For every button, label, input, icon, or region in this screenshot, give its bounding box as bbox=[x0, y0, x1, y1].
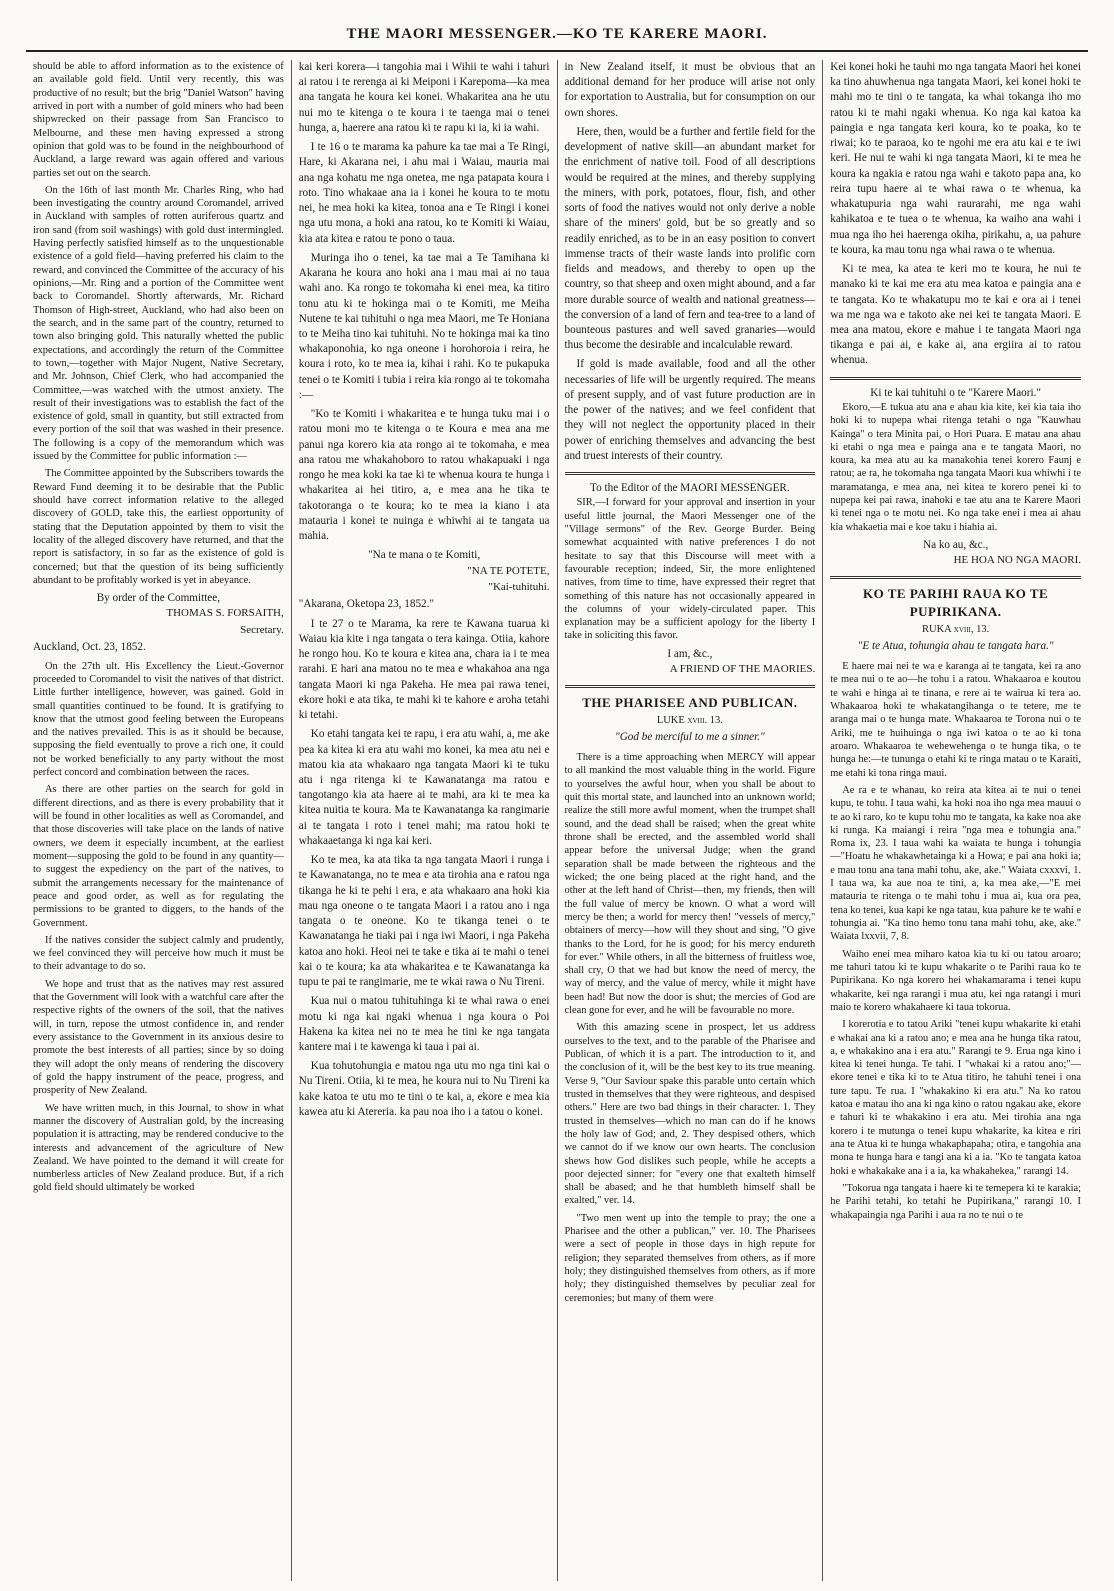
letter-signature: HE HOA NO NGA MAORI. bbox=[953, 554, 1081, 567]
signer-name: THOMAS S. FORSAITH, bbox=[166, 607, 284, 620]
column-3 bbox=[557, 60, 823, 1581]
article-paragraph: On the 27th ult. His Excellency the Lieut.-Governor proceeded to Coromandel to visit the natives of that district. Little further intelligence, however, was gained. Gold in small quantities continued to be found. It is gratifying to know that the utmost good feeling between the Europeans and the natives prevailed. This is as it should be because, supposing the field eventually to prove a rich one, it could not be worked beneficially to any party without the most perfect concord and combination between the races. bbox=[33, 660, 284, 779]
notice-signer-title: "Kai-tuhituhi. bbox=[488, 581, 550, 594]
sermon-paragraph: With this amazing scene in prospect, let us address ourselves to the text, and to the parable of the Pharisee and Publican, of which it is a part. The introduction to it, and the conclusion of it, will be the best key to its true meaning. Verse 9, "Our Saviour spake this parable unto certain which trusted in themselves that they were righteous, and despised others." Here are two bad things in their character. 1. They trusted in themselves—which no man can do if he knows the holy law of God; and, 2. They despised others, which we cannot do if we know our own hearts. The conclusion shews how God dislikes such people, while he accepts a poor dejected sinner: for "every one that exalteth himself shall be abased; and he that humbleth himself shall be exalted," ver. 14. bbox=[564, 1022, 816, 1207]
article-paragraph: If the natives consider the subject calmly and prudently, we feel convinced they will perceive how much it must be to their advantage to do so. bbox=[33, 934, 284, 973]
article-paragraph: I te 27 o te Marama, ka rere te Kawana tuarua ki Waiau kia kite i nga tangata o tera kainga. Otiia, kahore he rongo hou. Ko te koura e kitea ana, chara ia i te mea rarahi. E hari ana matou no te mea e whakahoa ana nga tangata Maori ki nga Pakeha. He mea pai rawa tenei, ekore hoki e ata tika, te mahi ki te kahore e aroha tetahi ki tetahi. bbox=[298, 617, 550, 722]
article-paragraph: If gold is made available, food and all the other necessaries of life will be urgently required. The means of present supply, and of vast future production are in the power of the natives; and we feel confident that they will not neglect the opportunity placed in their power of enriching themselves and advancing the best and truest interests of their country. bbox=[564, 358, 816, 462]
sermon-paragraph: I korerotia e to tatou Ariki "tenei kupu whakarite ki etahi e whakai ana ki a ratou ano; e mea ana he hunga tika ratou, a, e whakakino ana i era atu." Rarangi te 9. Erua nga kino i kitea ki tenei hunga. Te tahi. I "whakai ki a ratou ano;"—ekore tenei e tika ki to te Atua titiro, he tahuhi tenei i ona ture tapu. Te rua. I "whakakino ki era atu." Na ko ratou katoa e matau iho ana ki nga kino o ratou ngakau ake, ekore e tahuri ki te whakakino i era atu. Mei tirohia ana nga korero i te mutunga o tenei kupu whakarite, ka kitea e riri ana te Atua ki te hunga whakaphapaha; otira, e tangohia ana mona te hunga hara e tangi ana ki a ia. "Ko te tangata katoa hoki e whakakake ana i a ia, ka whakahekea," rarangi 14. bbox=[830, 1019, 1081, 1177]
sermon-paragraph: "Tokorua nga tangata i haere ki te temepera ki te karakia; he Parihi tetahi, ko tetahi he Pupirikana," rarangi 10. I whakapaingia nga Parihi i aua ra no te nui o te bbox=[830, 1182, 1081, 1221]
section-divider bbox=[565, 472, 816, 475]
letter-heading: To the Editor of the MAORI MESSENGER. bbox=[590, 482, 790, 495]
article-paragraph: We hope and trust that as the natives may rest assured that the Government will look with a watchful care after the respective rights of the owners of the soil, that the natives will, in turn, repose the utmost confidence in, and render every assistance to the Government in its anxious desire to promote the best interests of all parties; since by so doing they will adopt the only means of rendering the discovery of gold the happy instrument of the peace, progress, and prosperity of New Zealand. bbox=[33, 978, 284, 1097]
committee-memorandum: The Committee appointed by the Subscribers towards the Reward Fund deeming it to be desirable that the Public should have correct information relative to the alleged discovery of GOLD, take this, the earliest opportunity of stating that the Deputation appointed by them to visit the locality of the alleged discovery have returned, and that the report is satisfactory, in so far as the existence of gold is concerned; but that the question of its being sufficiently abundant to be profitably worked is yet in abeyance. bbox=[33, 468, 284, 586]
column-4 bbox=[822, 60, 1088, 1581]
article-paragraph: Kei konei hoki he tauhi mo nga tangata Maori hei konei ka tino ahuwhenua nga tangata Maori, kei konei hoki te mahi mo te tini o te tangata, ka whai tokanga iho mo ratou ki te mahi ngaki whenua. Ko nga kai katoa ka paingia e nga tangata keri koura, ko te poaka, ko te riwai; ko te paraoa, ko te ngohi me era atu kai e te iwi keri. He nui te wahi ki nga tangata Maori, ki te mea he koura ka ngakia e ratou nga wahi e takoto papa ana, ko reira tupu haere ai te whai rawa o te whenua, ka whakatupuria nga wahi raurarahi, me nga wahi kahikatoa e te tuea o te whenua, ka waiho ana wahi i mua nga iho hei haerenga okiha, pirikahu, a, ua pahure te koura, ka mau tonu nga whai rawa o te whenua. bbox=[830, 61, 1081, 256]
article-paragraph: We have written much, in this Journal, to show in what manner the discovery of Australian gold, by the increasing population it is attracting, may be rendered conducive to the interests and advancement of the agriculture of New Zealand. We have pointed to the demand it will create for numberless articles of New Zealand produce. But, if a rich gold field should ultimately be worked bbox=[33, 1102, 284, 1194]
signer-title: Secretary. bbox=[240, 624, 284, 637]
sermon-paragraph: E haere mai nei te wa e karanga ai te tangata, kei ra ano te mea nui o te ao—he tohu i a ratou. Whakaaroa e koutou te wahi e hinga ai te tinana, e rere ai te wairua ki tera ao. Whakaaroa hoki te whakatangihanga o te tetere, me te aranga mai o te hunga mate. Whakaaroa te Torona nui o te Ariki, me te huihuinga o nga iwi katoa o te ao ki tona aroaro. Whakaaroa te wehewehenga o te hunga tika, o te hunga he:—te tununga o etahi ki te ringa matau o te Karaiti, me etahi ki tona ringa maui. bbox=[830, 661, 1081, 779]
sermon-title: THE PHARISEE AND PUBLICAN. bbox=[582, 694, 798, 710]
sermon-paragraph: There is a time approaching when MERCY will appear to all mankind the most valuable thing in the world. Figure to yourselves the awful hour, when you shall be about to quit this mortal state, and launched into an unknown world; realize the still more awful moment, when the trumpet shall sound, and the dead shall be raised; when the great white throne shall be erected, and the assembled world shall appear before the universal Judge; when the grand separation shall be made between the righteous and the wicked; the one being placed at the right hand, and the other at the left hand of Christ—then, my friends, then will the full value of mercy be known. O what a word will mercy be then; a world for mercy then! "vessels of mercy," obtainers of mercy—how will they shout and sing, "O give thanks to the Lord, for he is good; for his mercy endureth for ever." While others, in all the bitterness of fruitless woe, shall cry, O that we had but know the need of mercy, the way of mercy, and the value of mercy, while it might have been had! But now the door is shut; the mercies of God are clean gone for ever, and he will be favourable no more. bbox=[564, 752, 816, 1017]
article-paragraph: kai keri korera—i tangohia mai i Wihii te wahi i tahuri ai ratou i te rerenga ai ki Meiponi i Karepoma—ka mea ana tangata he koura kei konei. Whakaritea ana he utu nui mo te kitenga o te koura i te taenga mai o tenei hunga, a, haerere ana ratou ki te rapu ki ia, ki ia wahi. bbox=[298, 61, 550, 134]
article-paragraph: As there are other parties on the search for gold in different directions, and as there is every probability that it will be found in other localities as well as Coromandel, and that those discoveries will take place on the lands of native owners, we deem it especially incumbent, at the earliest moment—supposing the gold to be found in any quantity—to suggest the expediency on the part of the natives, to submit the arrangements necessary for the maintenance of peace and good order, as well as for regulating the permissions to be granted to diggers, to the hands of the Government. bbox=[33, 784, 284, 929]
scripture-reference: RUKA xviii, 13. bbox=[921, 623, 990, 635]
dateline: Auckland, Oct. 23, 1852. bbox=[33, 641, 146, 654]
letter-heading: Ki te kai tuhituhi o te "Karere Maori." bbox=[870, 386, 1041, 399]
article-paragraph: On the 16th of last month Mr. Charles Ring, who had been investigating the country around Coromandel, arrived in Auckland with samples of rotten auriferous quartz and iron sand (from soil washings) with gold dust intermingled. Having perfectly satisfied himself as to the unquestionable existence of a gold field—having preferred his claim to the reward, and convinced the Committee of the accuracy of his opinions,—Mr. Ring and a portion of the Committee went back to Coromandel. Shortly afterwards, Mr. Richard Thomson of High-street, Auckland, who had also been on the search, and in the same part of the country, returned to town also bringing gold. This naturally whetted the public expectations, and accordingly the return of the Committee to town,—together with Major Nugent, Native Secretary, and Mr. Johnson, Chief Clerk, who had accompanied the Committee,—was watched with the utmost anxiety. The result of their investigations was to establish the fact of the existence of gold, small in quantity, but still extracted from every portion of the soil that was washed in their presence. The following is a copy of the memorandum which was issued by the Committee for public information :— bbox=[33, 184, 284, 463]
article-paragraph: Muringa iho o tenei, ka tae mai a Te Tamihana ki Akarana he koura ano hoki ana i mau mai ai no taua wahi ano. Ka rongo te tokomaha ki enei mea, ka titiro tonu atu ki te hokinga mai o te Komiti, me Meiha Nutene te kai tuhituhi o nga mea Maori, me Te Honiana to te Meiha tino kai tuhituhi. No te hokinga mai ka tino whakaponohia, ko nga oneone i horohoroia i reira, he koura i roto, ko te mea ia, kihai i rahi. Ko te pukapuka tenei o te Komiti i tubia i reira kia rongo ai te tokomaha :— bbox=[298, 251, 550, 401]
masthead-rule bbox=[26, 50, 1088, 52]
committee-notice: "Ko te Komiti i whakaritea e te hunga tuku mai i o ratou moni mo te kitenga o te Koura e mea ana me panui nga korero kia ata rongo ai te tokomaha, e mea ana ratou me whakahoboro to ratou whakapuaki i nga rongo he mea koki ka tae ki te whenua koura te hunga i whakaritea ai hei titiro, a, e mea ana he tika te takotoranga o te koura; ko te mea ia kiano i ata matauria i konei te nuinga e whiwhi ai te tangata ua mahia. bbox=[298, 408, 550, 543]
sermon-title: KO TE PARIHI RAUA KO TE PUPIRIKANA. bbox=[863, 586, 1049, 619]
notice-signer: "NA TE POTETE, bbox=[467, 564, 550, 577]
article-paragraph: Ko etahi tangata kei te rapu, i era atu wahi, a, me ake pea ka kitea ki era atu wahi mo konei, ka mea atu nei e matou kia ata whakaaro nga tangata Maori ki te tuku atu i nga ritenga ki te Kawanatanga ma ratou e tangotango kia ata haere ai te mahi, ara ki te mea ka kitea nuitia te koura. Ma te Kawanatanga ka rangimarie ai te tangata i roto i tenei mahi; ma ratou hoki te whakaaetanga ki nga kai keri. bbox=[298, 728, 550, 847]
article-paragraph: should be able to afford information as to the existence of an available gold field. Until very recently, this was productive of no result; but the brig "Daniel Watson" having arrived in port with a number of gold miners who had been shipwrecked on their passage from San Francisco to Melbourne, and these men having expressed a strong opinion that gold was to be found in the neighbourhood of Auckland, a large reward was again offered and various parties set out on the search. bbox=[33, 61, 284, 179]
scripture-reference: LUKE xviii. 13. bbox=[656, 714, 723, 726]
order-line: By order of the Committee, bbox=[96, 592, 221, 605]
section-divider bbox=[565, 685, 816, 688]
section-divider bbox=[830, 576, 1081, 579]
dateline: "Akarana, Oketopa 23, 1852." bbox=[298, 598, 435, 611]
article-paragraph: Kua nui o matou tuhituhinga ki te whai rawa o enei motu ki nga kai ngaki whenua i nga koura o Poi Hakena ka kitea nei no te mea he tini ke nga tangata kantere mai i te kawenga ki taua i pai ai. bbox=[298, 995, 550, 1053]
scripture-quote: "God be merciful to me a sinner." bbox=[615, 730, 765, 743]
article-paragraph: Ko te mea, ka ata tika ta nga tangata Maori i runga i te Kawanatanga, no te mea e ata tirohia ana e ratou nga tikanga he ki te pehi i era, e ata whakaaro ana hoki kia mau nga oneone o te tangata Maori i a ratou ano i nga tangata o te oneone. Ko te tikanga tenei o te Kawanatanga he tiaki pai i nga iwi Maori, i nga Pakeha katoa ano hoki. Heoi nei te take e tika ai te mahi o tenei kai o te koura; ka ata whakaritea e te Kawanatanga ka tupu te pai te rangimarie, me te wkai rawa o Nu Tireni. bbox=[298, 854, 550, 989]
scripture-quote: "E te Atua, tohungia ahau te tangata hara." bbox=[857, 639, 1054, 652]
masthead: THE MAORI MESSENGER.—KO TE KARERE MAORI. bbox=[346, 26, 768, 42]
column-2 bbox=[291, 60, 557, 1581]
letter-closing: Na ko au, &c., bbox=[923, 539, 989, 552]
columns bbox=[26, 60, 1088, 1581]
sermon-paragraph: Ae ra e te whanau, ko reira ata kitea ai te nui o tenei kupu, te tohu. I taua wahi, ka hoki noa iho nga mea mauui o te ao ki raro, ko te kupu tohu mo te tangata, ka kake noa ake ki runga. Ka maiangi i reira "nga mea e tohungia ana." Roma ix, 23. I taua wahi ka waiata te hunga i tohungia—"Hoatu he whakawhetainga ki a Howa; e pai ana hoki ia; e mau tonu ana tana mahi tohu, ake, ake." Waiata cxxxvi, 1. I taua wa, ka aue noa te tini, a, ka mea ake,—"E mei matauria te ritenga o te mahi tohu i mua ai, kua ora pea, tena ko tenei, kua kapi ke nga tatau, kua pahure ke te wahi e tohungia ai. "Ka tino hemo tonu tana mahi tohu, ake, ake." Waiata lxxvii, 7, 8. bbox=[830, 784, 1081, 943]
article-paragraph: Here, then, would be a further and fertile field for the development of native skill—an abundant market for the enrichment of native toil. Food of all descriptions would be required at the mines, and thereby supplying the miners, with pork, potatoes, flour, fish, and other sorts of food the natives would not only derive a noble share of the miners' gold, but be so greatly and so readily enriched, as to be in an easy position to convert immense tracts of their waste lands into prolific corn fields and meadows, and thereby to open up the country, so that sheep and oxen might abound, and a far more durable source of wealth and national greatness—the conversion of a land of fern and tea-tree to a land of bounteous pastures and well saved granaries—would thus become the desirable and incalculable reward. bbox=[564, 125, 816, 352]
letter-body: Ekoro,—E tukua atu ana e ahau kia kite, kei kia taia iho hoki ki to nupepa whai ritenga tetahi o nga "Kauwhau Kainga" o tera Minita pai, o Hori Puara. E matau ana ahau ki etahi o nga mea e painga ana e te tangata Maori, no koura, ka mea atu au ka manakohia tenei korero Faunj e ratou; ae ra, he tokomaha nga tangata Maori kua whiwhi i te maramatanga, e mea ana, nei kitea te korero penei ki to nupepa kei pai rawa, inahoki e tae atu ana te Karere Maori ki tenei nga o te motu nei. Ko nga take enei i mea ai ahau kia whakaetia mai e koe taku i hiahia ai. bbox=[830, 401, 1081, 533]
sermon-paragraph: Waiho enei mea miharo katoa kia tu ki ou tatou aroaro; me tahuri tatou ki te kupu whakarite o te Parihi raua ko te Pupirikana. Ko nga korero hei whakamarama i tenei kupu whakarite, kei nga rarangi i mua atu, kei nga ratangi i muri maio te korero whakahaere ki taua tokorua. bbox=[830, 948, 1081, 1013]
column-1 bbox=[26, 60, 291, 1581]
letter-closing: I am, &c., bbox=[667, 647, 713, 660]
article-paragraph: in New Zealand itself, it must be obvious that an additional demand for her produce will arise not only for exportation to Australia, but for consumption on our own shores. bbox=[564, 61, 816, 119]
article-paragraph: I te 16 o te marama ka pahure ka tae mai a Te Ringi, Hare, ki Akarana nei, i ahu mai i Waiau, mauria mai ana nga kohatu me nga onetea, me nga patapata koura i roto. Tino whakaae ana ia i konei he koura to te motu nei, he mea hoki ka kitea, tonoa ana e Te Ringi i konei nga utu mona, a hoki ana ratou, ko te Komiti ki Waiau, kia ata kitea e ratou te pono o taua. bbox=[298, 141, 550, 245]
article-paragraph: Ki te mea, ka atea te keri mo te koura, he nui te manako ki te kai me era atu mea katoa e paingia ana e te tangata. Ko te whakatupu mo te kai e ora ai i tenei wa me nga wa e takoto ake nei kei te tangata Maori. E mea ana matou, ekore e mahue i te tangata Maori nga tikanga e pai ai, e kake ai, ana ergiira ai to ratou whenua. bbox=[830, 263, 1081, 367]
article-paragraph: Kua tohutohungia e matou nga utu mo nga tini kai o Nu Tireni. Otiia, ki te mea, he koura nui to Nu Tireni ka kake katoa te utu mo te tini o te kai, a, ekore e mea kia kawea atu ki Atereria. ka pau noa iho i a tatou o konei. bbox=[298, 1060, 550, 1118]
letter-signature: A FRIEND OF THE MAORIES. bbox=[669, 663, 816, 675]
notice-authority: "Na te mana o te Komiti, bbox=[368, 549, 481, 562]
letter-body: SIR,—I forward for your approval and insertion in your useful little journal, the Maori Messenger one of the "Village sermons" of the Rev. George Burder. Being somewhat acquainted with native preferences I do not hesitate to say that this Discourse will meet with a favourable reception; indeed, Sir, the more enlightened natives, from time to time, have expressed their regret that something of this nature has not occasionally appeared in the columns of your widely-circulated paper. This explanation may be a sufficient apology for the liberty I take in soliciting this favor. bbox=[564, 497, 816, 642]
sermon-paragraph: "Two men went up into the temple to pray; the one a Pharisee and the other a publican," ver. 10. The Pharisees were a sect of people in those days in high repute for religion; they separated themselves from others, as if more holy; they distinguished themselves from others, as if more holy; they distinguished themselves by peculiar zeal for ceremonies; but many of them were bbox=[564, 1212, 816, 1304]
section-divider bbox=[830, 377, 1081, 380]
